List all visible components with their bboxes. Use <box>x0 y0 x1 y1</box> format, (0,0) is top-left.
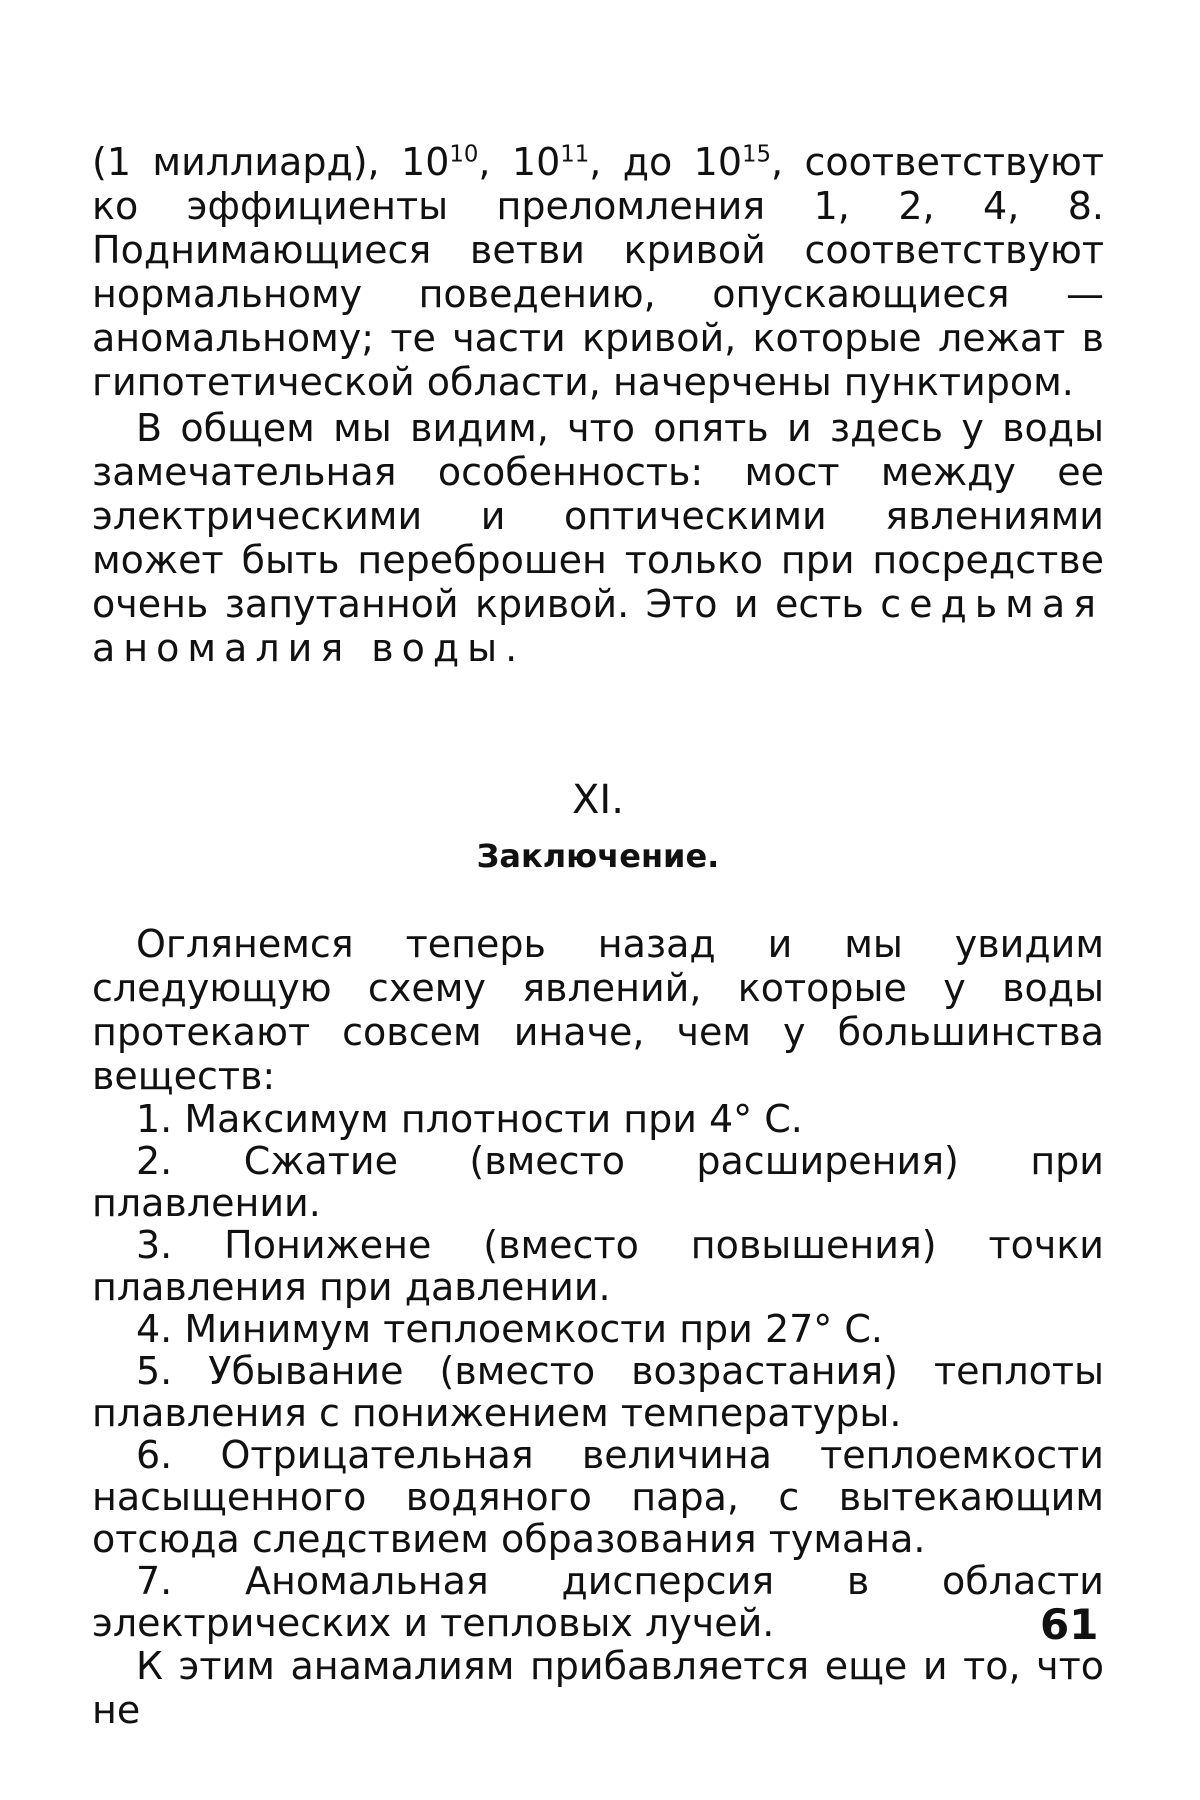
list-item: 7. Аномальная дисперсия в области электрических и тепловых лучей. <box>92 1559 1104 1645</box>
paragraph-refraction-coefficients <box>92 140 1104 404</box>
exponent-11: 11 <box>560 141 590 168</box>
paragraph-intro: Оглянемся теперь назад и мы увидим следующую схему явлений, которые у воды протекают совсем иначе, чем у большинства веществ: <box>92 922 1104 1098</box>
paragraph-text: В общем мы видим, что опять и здесь у воды замечательная особенность: мост между ее электрическими и оптическими явлениями может быть переброшен только при посредстве очень запутанной кривой. Это и есть <box>92 406 1104 626</box>
list-item: 1. Максимум плотности при 4° С. <box>136 1097 803 1141</box>
exponent-15: 15 <box>742 141 772 168</box>
exponent-10: 10 <box>449 141 479 168</box>
page-body <box>92 140 1104 1732</box>
emphasis-seventh-anomaly: седьмая аномалия воды. <box>92 582 1104 670</box>
list-item: 3. Понижене (вместо повышения) точки плавления при давлении. <box>92 1223 1104 1309</box>
page-number: 61 <box>1040 1600 1099 1649</box>
list-item: 2. Сжатие (вместо расширения) при плавлении. <box>92 1139 1104 1225</box>
chapter-title: Заключение. <box>476 837 720 875</box>
anomaly-list <box>92 1098 1104 1644</box>
paragraph-text-end: , соответствуют ко эффициенты преломления 1, 2, 4, 8. Поднимающиеся ветви кривой соответствуют нормальному поведению, опускающиеся — аномальному; те части кривой, которые лежат в гипотетической области, начерчены пунктиром. <box>92 140 1105 404</box>
paragraph-text-start: (1 миллиард), 10 <box>92 140 450 184</box>
paragraph-text-mid-2: , до 10 <box>589 140 743 184</box>
list-item: 4. Минимум теплоемкости при 27° С. <box>136 1307 883 1351</box>
chapter-number: XI. <box>572 777 624 823</box>
list-item: 6. Отрицательная величина теплоемкости насыщенного водяного пара, с вытекающим отсюда следствием образования тумана. <box>92 1433 1104 1561</box>
paragraph-text-mid-1: , 10 <box>478 140 561 184</box>
paragraph-seventh-anomaly <box>92 406 1104 670</box>
list-item: 5. Убывание (вместо возрастания) теплоты плавления с понижением температуры. <box>92 1349 1104 1435</box>
paragraph-closing: К этим анамалиям прибавляется еще и то, что не <box>92 1644 1104 1732</box>
